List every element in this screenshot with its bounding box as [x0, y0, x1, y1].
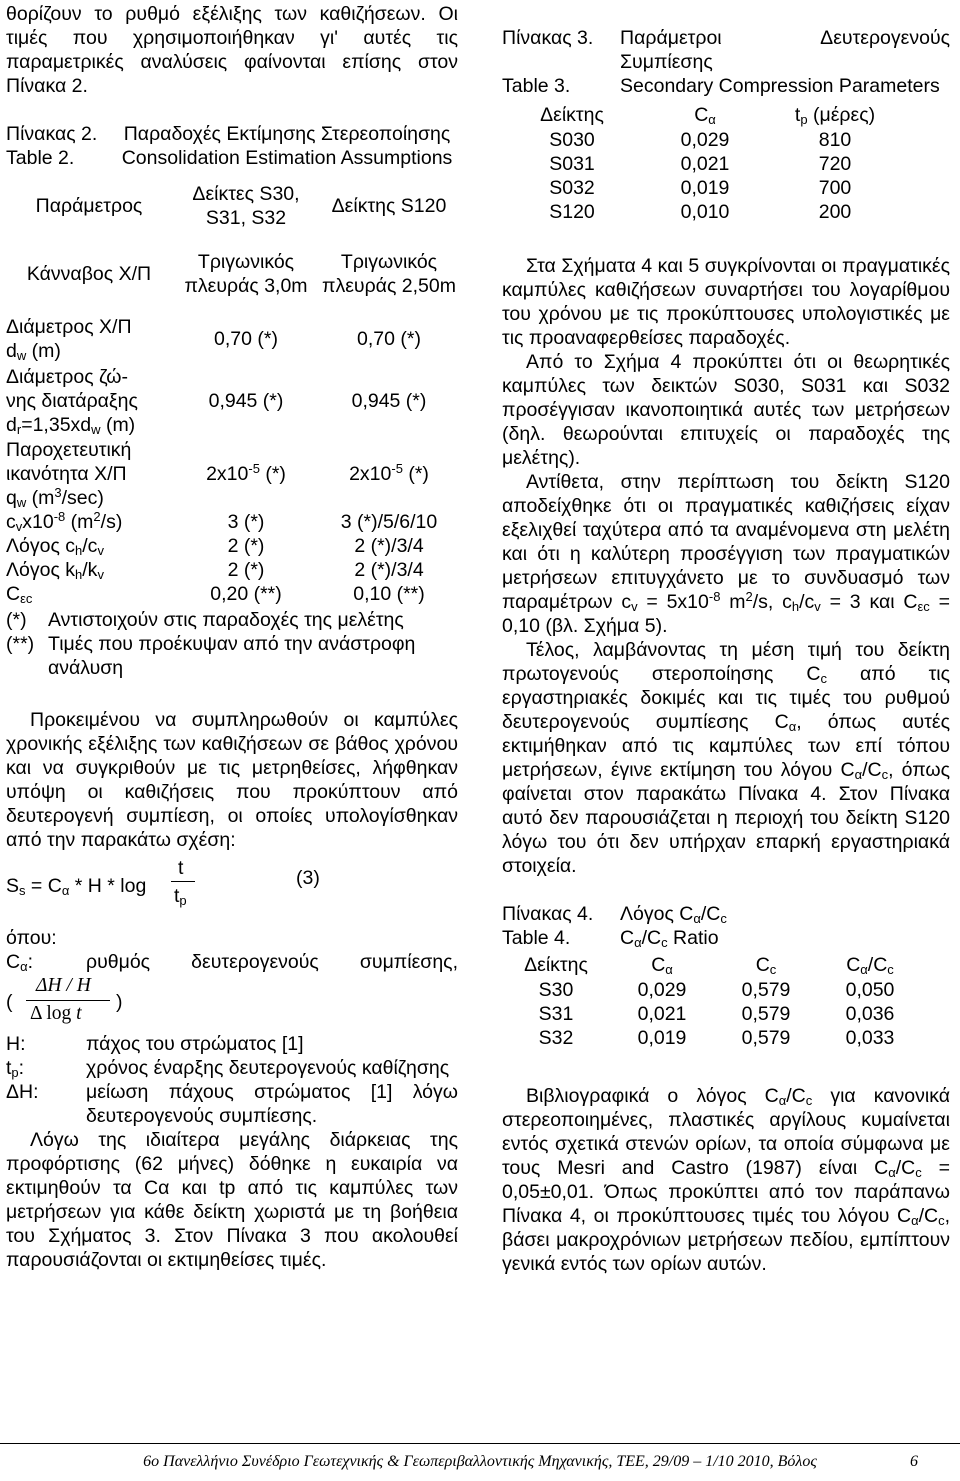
table3-title-gr: Παράμετροι Δευτερογενούς Συμπίεσης — [620, 27, 950, 73]
table3-cell: 720 — [818, 153, 852, 175]
table3-cell: 700 — [818, 177, 852, 199]
table2-cell: 2 (*)/3/4 — [354, 535, 424, 557]
table4-head: Δείκτης — [524, 954, 588, 976]
table3-cell: 0,019 — [680, 177, 730, 199]
table2-cell: 0,70 (*) — [357, 328, 421, 350]
table2-cell: Διάμετρος Χ/Π $d_w$ (m) — [6, 316, 132, 363]
note-text: Τιμές που προέκυψαν από την ανάστροφη ανάλυση — [48, 633, 416, 679]
table2-cell: $2x10^{-5}$ (*) — [206, 461, 286, 485]
table4-cell: 0,579 — [741, 1003, 791, 1025]
footer-text: 6ο Πανελλήνιο Συνέδριο Γεωτεχνικής & Γεωπεριβαλλοντικής Μηχανικής, ΤΕΕ, 29/09 – 1/10 2010, Βόλος — [143, 1453, 817, 1470]
note-marker: (*) — [6, 609, 27, 631]
table4-cell: 0,579 — [741, 1027, 791, 1049]
table2-cell: Τριγωνικός πλευράς 2,50m — [322, 251, 456, 297]
table3-label-gr: Πίνακας 3. — [502, 27, 594, 49]
table2-cell: $C_{\varepsilon c}$ — [6, 583, 33, 606]
table3-cell: S030 — [549, 129, 595, 151]
right-column — [502, 0, 950, 1276]
table2-label-gr: Πίνακας 2. — [6, 123, 98, 145]
left-column — [6, 0, 458, 1272]
table4-caption — [502, 902, 950, 950]
table3-cell: S120 — [549, 201, 595, 223]
table4-cell: 0,050 — [845, 979, 895, 1001]
definition-row: $t_p$: χρόνος έναρξης δευτερογενούς καθίζησης — [6, 1057, 450, 1080]
table4-cell: 0,029 — [637, 979, 687, 1001]
table2-cell: 0,945 (*) — [351, 390, 427, 412]
table3-title-en: Secondary Compression Parameters — [620, 75, 940, 97]
table2-cell: Διάμετρος ζώ- νης διατάραξης $d_r=1,35xd_w$ (m) — [6, 366, 138, 437]
table2-cell: $c_vx10^{-8}$ $(m^2/s)$ — [6, 509, 123, 534]
table3-head: Δείκτης — [540, 104, 604, 126]
table2-head-s30: Δείκτες S30, S31, S32 — [192, 183, 300, 229]
table2-cell: Λόγος $k_h/k_v$ — [6, 559, 104, 582]
table4 — [502, 952, 922, 1050]
table2-cell: Τριγωνικός πλευράς 3,0m — [184, 251, 308, 297]
table3-head: $C_\alpha$ — [694, 104, 716, 127]
table2-cell: 0,20 (**) — [210, 583, 282, 605]
paragraph-literature: Βιβλιογραφικά ο λόγος $C_\alpha/C_c$ για κανονικά στερεοποιημένες, πλαστικές αργίλους κυμαίνεται εντός σχετικά στενών ορίων, τα οποία σύμφωνα με τους Mesri and Castro (1987) είναι $C_\alpha/C_c = 0,05\pm 0,01$. Όπως προκύπτει από τον παράπανω Πίνακα 4, οι προκύπτουσες τιμές του λόγου $C_\alpha/C_c$, βάσει μακροχρόνιων μετρήσεων πεδίου, εμπίπτουν γενικά εντός των ορίων αυτών. — [502, 1085, 950, 1275]
definition-row: $C_\alpha$: ρυθμός δευτερογενούς συμπίεσης, — [6, 951, 458, 974]
table4-label-en: Table 4. — [502, 927, 571, 949]
table3 — [502, 102, 902, 224]
table2-cell: 0,70 (*) — [214, 328, 278, 350]
paragraph-preloading: Λόγω της ιδιαίτερα μεγάλης διάρκειας της προφόρτισης (62 μήνες) δόθηκε η ευκαιρία να εκτιμηθούν τα Cα και tp από τις καμπύλες των μετρήσεων για κάθε δείκτη χωριστά με τη βοήθεια του Σχήματος 3. Στον Πίνακα 3 που ακολουθεί παρουσιάζονται οι εκτιμηθείσες τιμές. — [6, 1129, 458, 1271]
table4-cell: S32 — [538, 1027, 574, 1049]
table4-title-gr: Λόγος $C_\alpha/C_c$ — [620, 903, 727, 926]
table4-cell: 0,579 — [741, 979, 791, 1001]
table4-head: $C_\alpha$ — [651, 954, 673, 977]
table2-cell: Λόγος $c_h/c_v$ — [6, 535, 104, 558]
table4-cell: S31 — [538, 1003, 574, 1025]
paragraph-ratio-estimate: Τέλος, λαμβάνοντας τη μέση τιμή του δείκτη πρωτογενούς στεροποίησης $C_c$ από τις εργαστηριακές δοκιμές και τις τιμές του ρυθμού δευτερογενούς συμπίεσης $C_\alpha$, όπως αυτές εκτιμήθηκαν από τις καμπύλες των επί τόπου μετρήσεων, έγινε εκτίμηση του λόγου $C_\alpha/C_c$, όπως φαίνεται στον παρακάτω Πίνακα 4. Στον Πίνακα αυτό δεν παρουσιάζεται η περιοχή του δείκτη S120 λόγω του ότι δεν υπήρχαν επαρκή εργαστηριακά στοιχεία. — [502, 639, 951, 877]
table3-label-en: Table 3. — [502, 75, 571, 97]
table2-head-s120: Δείκτης S120 — [331, 195, 447, 217]
paragraph-s120: Αντίθετα, στην περίπτωση του δείκτη S120 αποδείχθηκε ότι οι πραγματικές καθιζήσεις είχαν εξελιχθεί ταχύτερα από τα αναμένομενα στη μελέτη και ότι η καλύτερη προσέγγιση των πραγματικών μετρήσεων επιτυγχάνετο με το συνδυασμό των παραμέτρων $c_v = 5x10^{-8}$ $m^2/s$, $c_h/c_v = 3$ και $C_{\varepsilon c} = 0,10$ (βλ. Σχήμα 5). — [502, 471, 950, 637]
table4-cell: 0,021 — [637, 1003, 687, 1025]
table4-cell: S30 — [538, 979, 574, 1001]
table3-cell: 0,029 — [680, 129, 730, 151]
table2-cell: $2x10^{-5}$ (*) — [349, 461, 429, 485]
table2-cell: 2 (*)/3/4 — [354, 559, 424, 581]
note-marker: (**) — [6, 633, 35, 655]
opou-label: όπου: — [6, 927, 57, 949]
table2 — [6, 178, 458, 606]
table2-label-en: Table 2. — [6, 147, 75, 169]
footer-rule — [0, 1443, 960, 1444]
table2-cell: 3 (*) — [227, 511, 265, 533]
table4-label-gr: Πίνακας 4. — [502, 903, 594, 925]
definition-row: H: πάχος του στρώματος [1] — [6, 1033, 304, 1055]
table4-cell: 0,036 — [845, 1003, 895, 1025]
table4-title-en: $C_\alpha/C_c$ Ratio — [620, 927, 719, 950]
paragraph-figures-4-5: Στα Σχήματα 4 και 5 συγκρίνονται οι πραγματικές καμπύλες καθιζήσεων συναρτήσει του λογαρίθμου του χρόνου με τις προκύπτουσες υπολογιστικές με τις προαναφερθείσες παραδοχές. — [502, 255, 950, 349]
table3-head: $t_p$ (μέρες) — [794, 104, 876, 127]
intro-paragraph: θορίζουν το ρυθμό εξέλιξης των καθιζήσεων. Οι τιμές που χρησιμοποιήθηκαν γι' αυτές τις παραμετρικές αναλύσεις φαίνονται επίσης στον Πίνακα 2. — [6, 3, 458, 97]
table2-cell: 0,945 (*) — [208, 390, 284, 412]
table2-cell: 2 (*) — [227, 535, 265, 557]
page-footer — [0, 1450, 960, 1474]
definition-row: ΔΗ: μείωση πάχους στρώματος [1] λόγω δευτερογενούς συμπίεσης. — [6, 1081, 458, 1127]
note-text: Αντιστοιχούν στις παραδοχές της μελέτης — [48, 609, 404, 631]
paragraph-figure-4: Από το Σχήμα 4 προκύπτει ότι οι θεωρητικές καμπύλες των δεικτών S030, S031 και S032 προσέγγισαν ικανοποιητικά αυτές των μετρήσεων (δηλ. θεωρούνται επιτυχείς οι παραδοχές της μελέτης). — [502, 351, 950, 469]
table2-title-en: Consolidation Estimation Assumptions — [121, 147, 453, 169]
table3-cell: 810 — [818, 129, 852, 151]
table4-cell: 0,019 — [637, 1027, 687, 1049]
ratio-formula: ( ΔH / H Δ log t ) — [6, 975, 123, 1024]
table4-head: $C_\alpha/C_c$ — [846, 954, 894, 977]
table3-cell: 0,021 — [680, 153, 730, 175]
table2-cell: 3 (*)/5/6/10 — [340, 511, 438, 533]
table2-head-param: Παράμετρος — [35, 195, 143, 217]
table2-cell: Κάνναβος Χ/Π — [26, 263, 152, 285]
table2-notes — [6, 608, 458, 680]
table3-cell: 200 — [818, 201, 852, 223]
table3-caption — [502, 26, 950, 98]
equation-number: (3) — [296, 867, 320, 889]
table2-caption — [6, 122, 458, 170]
page-number: 6 — [910, 1453, 918, 1470]
table2-cell: Παροχετευτική ικανότητα Χ/Π $q_w$ $(m^3/\sec)$ — [6, 439, 132, 510]
table4-head: $C_c$ — [755, 954, 777, 977]
table3-cell: S031 — [549, 153, 595, 175]
equation-3: $S_s = C_\alpha * H * \log$ t $t_p$ (3) — [6, 857, 320, 908]
table2-title-gr: Παραδοχές Εκτίμησης Στερεοποίησης — [123, 123, 451, 145]
table3-cell: S032 — [549, 177, 595, 199]
paragraph-secondary-compression: Προκειμένου να συμπληρωθούν οι καμπύλες χρονικής εξέλιξης των καθιζήσεων σε βάθος χρόνου και να συγκριθούν με τις μετρηθείσες, λήφθηκαν υπόψη οι καθιζήσεις που προκύπτουν από δευτερογενή συμπίεση, οι οποίες υπολογίσθηκαν από την παρακάτω σχέση: — [6, 709, 458, 851]
table2-cell: 2 (*) — [227, 559, 265, 581]
table4-cell: 0,033 — [845, 1027, 895, 1049]
table3-cell: 0,010 — [680, 201, 730, 223]
table2-cell: 0,10 (**) — [353, 583, 425, 605]
